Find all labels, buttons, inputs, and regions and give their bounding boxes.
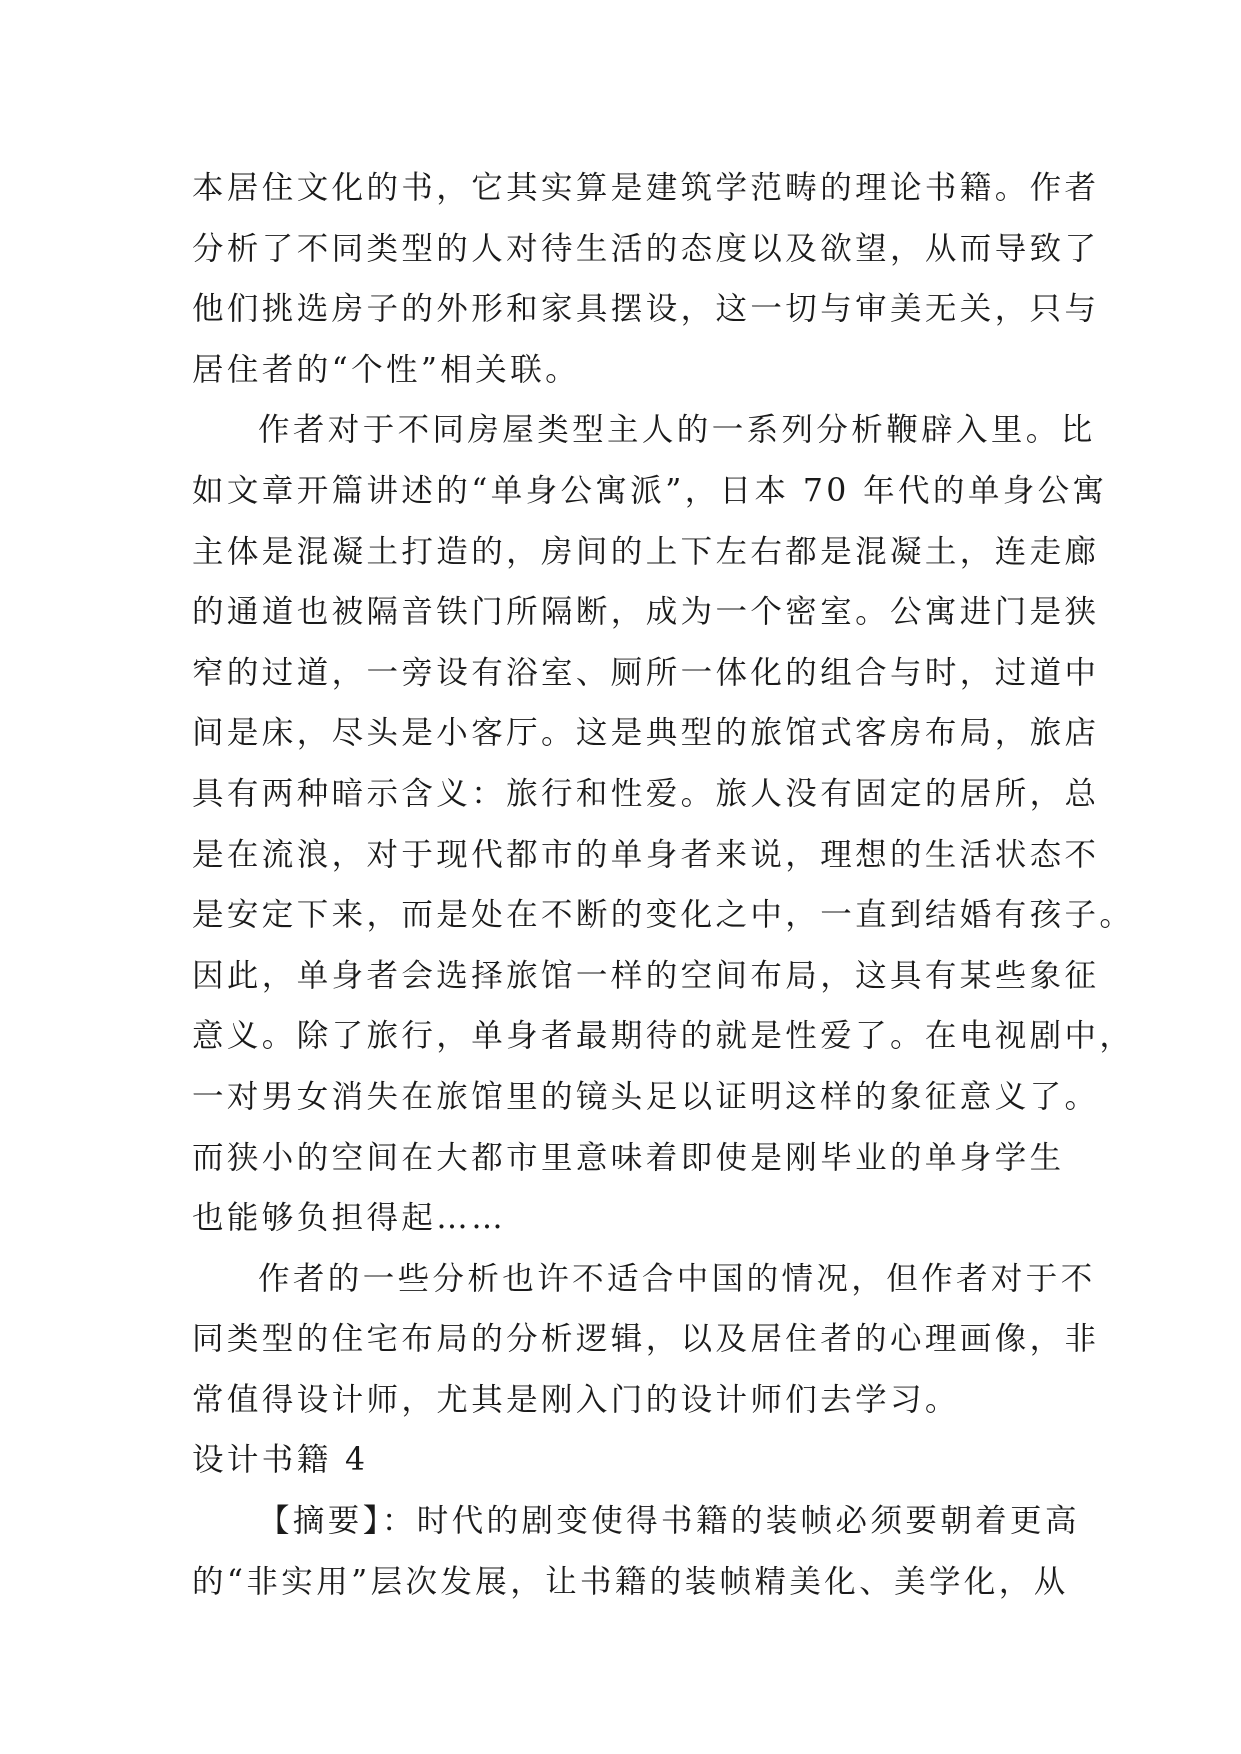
text-line: 本居住文化的书，它其实算是建筑学范畴的理论书籍。作者 (192, 170, 1100, 206)
document-body (192, 158, 1135, 1612)
text-line: 主体是混凝土打造的，房间的上下左右都是混凝土，连走廊 (192, 533, 1100, 570)
text-line: 居住者的“个性”相关联。 (192, 351, 581, 388)
text-line: 是安定下来，而是处在不断的变化之中，一直到结婚有孩子。 (192, 897, 1135, 934)
text-line: 他们挑选房子的外形和家具摆设，这一切与审美无关，只与 (192, 291, 1100, 328)
paragraph-first-line: 作者对于不同房屋类型主人的一系列分析鞭辟入里。比 (258, 412, 1096, 449)
text-line: 一对男女消失在旅馆里的镜头足以证明这样的象征意义了。 (192, 1078, 1100, 1115)
paragraph-first-line: 作者的一些分析也许不适合中国的情况，但作者对于不 (258, 1260, 1096, 1297)
text-line: 间是床，尽头是小客厅。这是典型的旅馆式客房布局，旅店 (192, 715, 1100, 752)
text-line: 也能够负担得起…… (192, 1200, 507, 1237)
text-line: 具有两种暗示含义：旅行和性爱。旅人没有固定的居所，总 (192, 775, 1100, 812)
text-line: 同类型的住宅布局的分析逻辑，以及居住者的心理画像，非 (192, 1321, 1100, 1358)
text-line: 的“非实用”层次发展，让书籍的装帧精美化、美学化，从 (192, 1563, 1069, 1600)
text-line: 是在流浪，对于现代都市的单身者来说，理想的生活状态不 (192, 836, 1100, 873)
text-line: 的通道也被隔音铁门所隔断，成为一个密室。公寓进门是狭 (192, 594, 1100, 631)
text-line: 窄的过道，一旁设有浴室、厕所一体化的组合与时，过道中 (192, 654, 1100, 691)
section-heading: 设计书籍 4 (192, 1442, 369, 1479)
abstract-first-line: 【摘要】：时代的剧变使得书籍的装帧必须要朝着更高 (258, 1503, 1080, 1540)
text-line: 因此，单身者会选择旅馆一样的空间布局，这具有某些象征 (192, 957, 1100, 994)
text-line: 而狭小的空间在大都市里意味着即使是刚毕业的单身学生 (192, 1139, 1065, 1176)
text-line: 如文章开篇讲述的“单身公寓派”，日本 70 年代的单身公寓 (192, 472, 1108, 509)
text-line: 意义。除了旅行，单身者最期待的就是性爱了。在电视剧中， (192, 1018, 1135, 1055)
text-line: 常值得设计师，尤其是刚入门的设计师们去学习。 (192, 1381, 960, 1418)
text-line: 分析了不同类型的人对待生活的态度以及欲望，从而导致了 (192, 230, 1100, 267)
